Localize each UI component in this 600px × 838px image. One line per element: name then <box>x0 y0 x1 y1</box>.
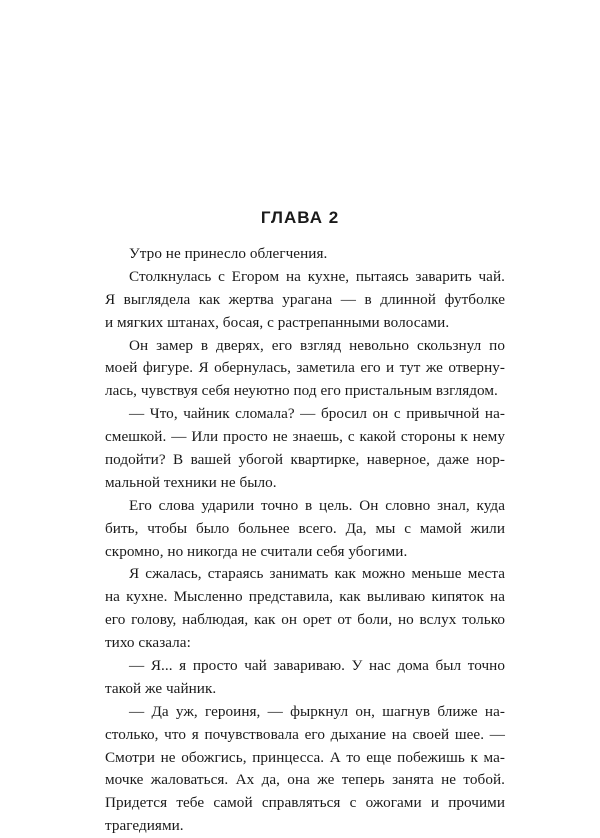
text-line: смешкой. — Или просто не знаешь, с какой стороны к нему <box>105 428 505 446</box>
text-line: Придется тебе самой справляться с ожогами и прочими <box>105 794 505 812</box>
text-line: Я сжалась, стараясь занимать как можно меньше места <box>129 565 505 583</box>
text-line: такой же чайник. <box>105 679 217 697</box>
text-line: и мягких штанах, босая, с растрепанными волосами. <box>105 313 450 331</box>
text-line: столько, что я почувствовала его дыхание на своей шее. — <box>105 725 505 743</box>
text-line: мочке жаловаться. Ах да, она же теперь занята не тобой. <box>105 771 505 789</box>
text-line: Его слова ударили точно в цель. Он словно знал, куда <box>129 496 505 514</box>
text-line: — Я... я просто чай завариваю. У нас дома был точно <box>129 657 505 675</box>
text-line: мальной техники не было. <box>105 473 277 491</box>
text-line: Он замер в дверях, его взгляд невольно скользнул по <box>129 336 505 354</box>
text-line: Столкнулась с Егором на кухне, пытаясь заварить чай. <box>129 267 505 285</box>
text-line: на кухне. Мысленно представила, как выливаю кипяток на <box>105 588 505 606</box>
text-line: Я выглядела как жертва урагана — в длинной футболке <box>105 290 505 308</box>
text-line: трагедиями. <box>105 817 184 835</box>
chapter-title: ГЛАВА 2 <box>260 208 340 227</box>
chapter-body <box>105 243 505 838</box>
text-line: его голову, наблюдая, как он орет от боли, но вслух только <box>105 611 505 629</box>
text-line: бить, чтобы было больнее всего. Да, мы с мамой жили <box>105 519 505 537</box>
text-line: тихо сказала: <box>105 634 191 652</box>
text-line: лась, чувствуя себя неуютно под его пристальным взглядом. <box>105 382 498 400</box>
text-line: — Что, чайник сломала? — бросил он с привычной на- <box>129 405 505 423</box>
text-line: скромно, но никогда не считали себя убогими. <box>105 542 408 560</box>
text-line: моей фигуре. Я обернулась, заметила его и тут же отверну- <box>105 359 505 377</box>
text-line: Смотри не обожгись, принцесса. А то еще побежишь к ма- <box>105 748 505 766</box>
text-line: Утро не принесло облегчения. <box>129 245 328 262</box>
text-line: — Да уж, героиня, — фыркнул он, шагнув ближе на- <box>129 702 505 720</box>
text-line: подойти? В вашей убогой квартирке, наверное, даже нор- <box>105 451 505 469</box>
